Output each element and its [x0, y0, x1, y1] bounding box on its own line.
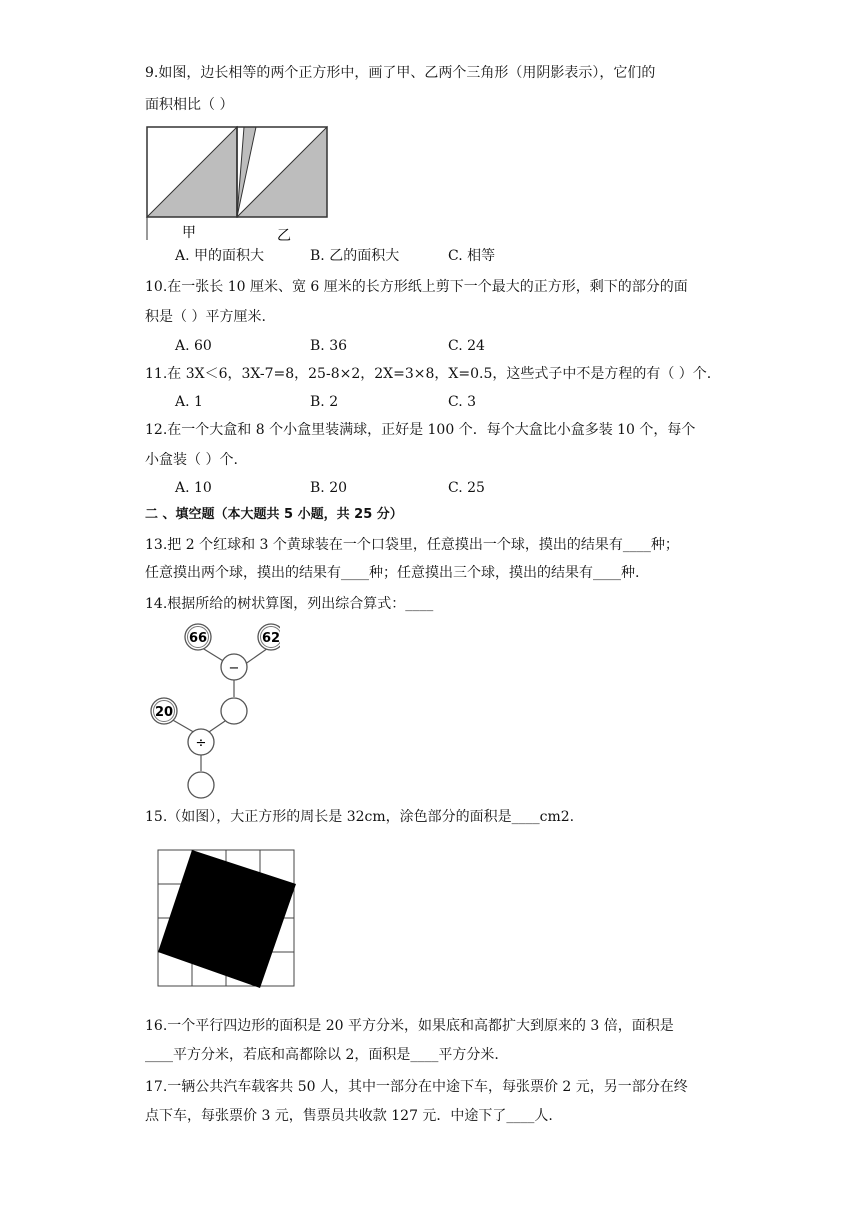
q14-minus-sign: − [228, 661, 240, 676]
q12-text-line2: 小盒装（ ）个. [145, 452, 238, 468]
q16-text-line1: 16.一个平行四边形的面积是 20 平方分米，如果底和高都扩大到原来的 3 倍，面积是 [145, 1018, 674, 1034]
q14-node-result1[interactable] [221, 698, 247, 724]
q14-tree-diagram [140, 620, 280, 805]
q9-option-c[interactable]: C. 相等 [448, 248, 496, 264]
q10-option-a[interactable]: A. 60 [175, 338, 212, 354]
q9-label-jia: 甲 [182, 225, 196, 241]
q14-divide-sign: ÷ [195, 736, 207, 751]
q13-text-line2: 任意摸出两个球，摸出的结果有____种；任意摸出三个球，摸出的结果有____种. [145, 565, 640, 581]
q10-option-b[interactable]: B. 36 [310, 338, 348, 354]
q14-value-62: 62 [261, 631, 280, 646]
q12-option-b[interactable]: B. 20 [310, 480, 348, 496]
q11-option-a[interactable]: A. 1 [175, 394, 203, 410]
q11-option-c[interactable]: C. 3 [448, 394, 477, 410]
q14-value-20: 20 [154, 705, 174, 720]
q14-text-line1: 14.根据所给的树状算图，列出综合算式：____ [145, 596, 434, 612]
q9-label-yi: 乙 [277, 228, 291, 244]
q15-text-line1: 15.（如图），大正方形的周长是 32cm，涂色部分的面积是____cm2. [145, 809, 575, 825]
q17-text-line1: 17.一辆公共汽车载客共 50 人，其中一部分在中途下车，每张票价 2 元，另一部分在终 [145, 1079, 688, 1095]
q9-option-a[interactable]: A. 甲的面积大 [175, 248, 265, 264]
q14-node-result2[interactable] [188, 772, 214, 798]
q12-text-line1: 12.在一个大盒和 8 个小盒里装满球，正好是 100 个．每个大盒比小盒多装 10 个，每个 [145, 422, 696, 438]
q9-option-b[interactable]: B. 乙的面积大 [310, 248, 400, 264]
q9-figure [144, 124, 334, 244]
q9-text-line2: 面积相比（ ） [145, 97, 234, 113]
q10-text-line2: 积是（ ）平方厘米. [145, 309, 266, 325]
q12-option-c[interactable]: C. 25 [448, 480, 485, 496]
q13-text-line1: 13.把 2 个红球和 3 个黄球装在一个口袋里，任意摸出一个球，摸出的结果有____种； [145, 537, 679, 553]
q9-text-line1: 9.如图，边长相等的两个正方形中，画了甲、乙两个三角形（用阴影表示），它们的 [145, 65, 656, 81]
q10-text-line1: 10.在一张长 10 厘米、宽 6 厘米的长方形纸上剪下一个最大的正方形，剩下的部分的面 [145, 279, 688, 295]
q14-value-66: 66 [188, 631, 208, 646]
q10-option-c[interactable]: C. 24 [448, 338, 485, 354]
q9-triangle-jia [147, 127, 237, 217]
q11-option-b[interactable]: B. 2 [310, 394, 339, 410]
q15-shaded-square [158, 850, 296, 988]
q15-grid-figure [156, 848, 298, 990]
q17-text-line2: 点下车，每张票价 3 元，售票员共收款 127 元．中途下了____人. [145, 1108, 553, 1124]
q12-option-a[interactable]: A. 10 [175, 480, 212, 496]
q16-text-line2: ____平方分米，若底和高都除以 2，面积是____平方分米. [145, 1047, 499, 1063]
q11-text-line1: 11.在 3X＜6，3X-7=8，25-8×2，2X=3×8，X=0.5，这些式子中不是方程的有（ ）个. [145, 366, 712, 382]
section-fill-in-heading: 二 、填空题（本大题共 5 小题，共 25 分） [145, 507, 403, 522]
